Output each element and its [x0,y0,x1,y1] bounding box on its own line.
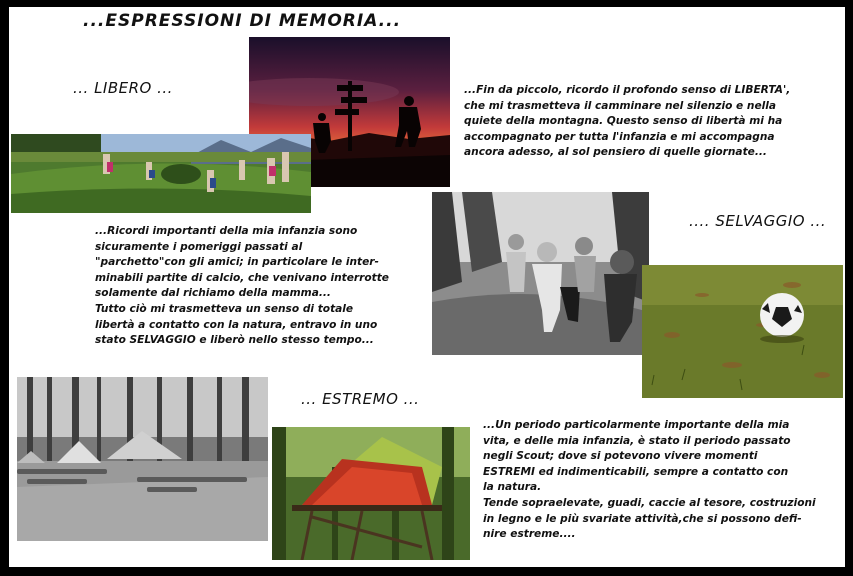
soccer-ball-photo [642,265,843,398]
text-line: quiete della montagna. Questo senso di libertà mi ha [464,115,783,128]
text-line: vita, e delle mia infanzia, è stato il periodo passato [483,434,791,447]
text-line: libertà a contatto con la natura, entravo in uno [95,318,378,331]
text-line: che mi trasmetteva il camminare nel silenzio e nella [464,99,777,112]
text-line: ...Fin da piccolo, ricordo il profondo senso di LIBERTA', [464,84,791,96]
paragraph-estremo [483,418,816,543]
text-line: la natura. [483,481,542,494]
text-line: sicuramente i pomeriggi passati al [95,240,303,253]
page-title: ...ESPRESSIONI DI MEMORIA... [83,11,402,31]
text-line: ESTREMI ed indimenticabili, sempre a contatto con [483,465,789,478]
text-line: solamente dal richiamo della mamma... [95,287,331,300]
paragraph-selvaggio [95,224,389,349]
elevated-tent-photo [272,427,470,560]
paragraph-liberta [464,83,790,161]
poster [9,7,845,567]
text-line: negli Scout; dove si potevono vivere momenti [483,450,758,463]
text-line: ...Un periodo particolarmente importante della mia [483,419,790,431]
children-running-photo [432,192,649,355]
text-line: ancora adesso, al sol pensiero di quelle giornate... [464,146,767,159]
keyword-estremo: ... ESTREMO ... [301,390,420,408]
mountain-meadow-hikers-photo [11,134,311,213]
keyword-selvaggio: .... SELVAGGIO ... [689,212,827,230]
text-line: ...Ricordi importanti della mia infanzia sono [95,225,358,237]
text-line: "parchetto"con gli amici; in particolare le inter- [95,256,379,269]
text-line: accompagnato per tutta l'infanzia e mi accompagna [464,130,775,143]
text-line: Tende sopraelevate, guadi, caccie al tesore, costruzioni [483,496,816,509]
text-line: nire estreme.... [483,528,576,541]
text-line: Tutto ciò mi trasmetteva un senso di totale [95,302,354,315]
text-line: in legno e le più svariate attività,che si possono defi- [483,512,802,525]
keyword-libero: ... LIBERO ... [73,79,173,97]
text-line: minabili partite di calcio, che venivano interrotte [95,271,389,284]
text-line: stato SELVAGGIO e liberò nello stesso tempo... [95,334,374,347]
forest-tent-camp-photo [17,377,268,541]
